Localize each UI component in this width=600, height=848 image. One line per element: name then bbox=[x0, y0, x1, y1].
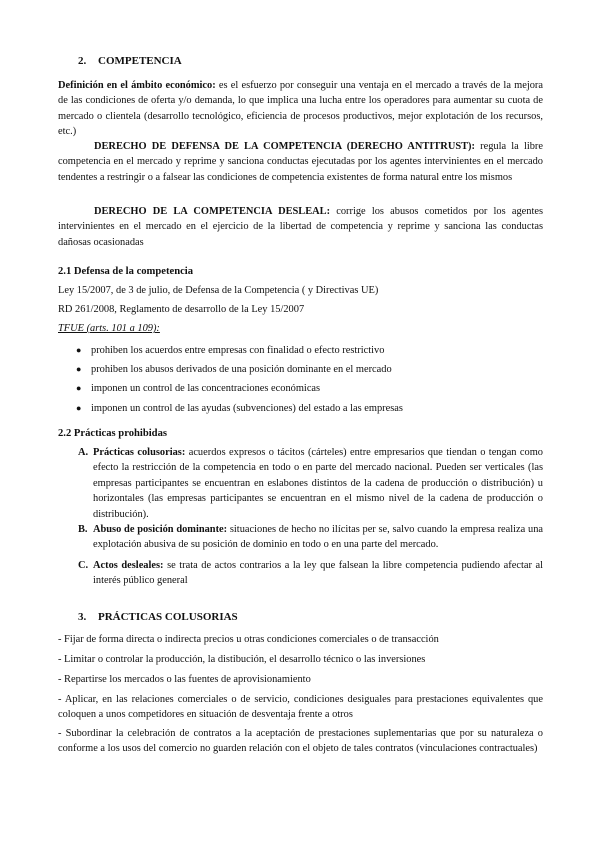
bullet-icon: ● bbox=[76, 383, 82, 393]
antitrust-text: regula la libre competencia en el mercado y reprime y sanciona conductas ejecutadas por los agentes intervinientes en el mercado tendentes a restringir o a falsear las condiciones de competencia existentes de forma natural entre los mismos bbox=[58, 141, 544, 183]
desleal-paragraph bbox=[58, 204, 543, 250]
definition-text: es el esfuerzo por conseguir una ventaja en el mercado a través de la mejora de las condiciones de oferta y/o demanda, lo que implica una lucha entre los operadores para aumentar su cuota de mercado o clientela (desarrollo tecnológico, eficiencia de procesos productivos, mejor explotación de los recursos, etc.) bbox=[58, 80, 543, 138]
bullet-icon: ● bbox=[76, 345, 82, 355]
section-2-heading bbox=[78, 54, 182, 69]
section-2-2-heading: 2.2 Prácticas prohibidas bbox=[58, 428, 167, 439]
item-term: Abuso de posición dominante: bbox=[93, 524, 228, 535]
section-2-title: COMPETENCIA bbox=[98, 55, 182, 67]
list-item: - Limitar o controlar la producción, la distibución, el desarrollo técnico o las inversiones bbox=[58, 654, 426, 665]
bullet-icon: ● bbox=[76, 364, 82, 374]
list-letter: B. bbox=[78, 524, 88, 535]
section-3-title: PRÁCTICAS COLUSORIAS bbox=[98, 611, 238, 623]
definition-term: Definición en el ámbito económico: bbox=[58, 80, 216, 91]
item-text: situaciones de hecho no ilícitas per se, salvo cuando la empresa realiza una explotación abusiva de su posición de dominio en todo o en una parte del mercado. bbox=[93, 524, 543, 551]
list-item-b bbox=[78, 522, 543, 553]
section-2-number: 2. bbox=[78, 55, 87, 67]
list-letter: C. bbox=[78, 560, 89, 571]
section-2-1-heading: 2.1 Defensa de la competencia bbox=[58, 266, 194, 277]
definition-paragraph bbox=[58, 78, 543, 140]
list-letter: A. bbox=[78, 447, 89, 458]
section-3-heading bbox=[78, 610, 238, 625]
list-item: - Fijar de forma directa o indirecta precios u otras condiciones comerciales o de transacción bbox=[58, 634, 439, 645]
list-item: - Repartirse los mercados o las fuentes de aprovisionamiento bbox=[58, 674, 311, 685]
law-line: Ley 15/2007, de 3 de julio, de Defensa de la Competencia ( y Directivas UE) bbox=[58, 285, 379, 296]
desleal-term: DERECHO DE LA COMPETENCIA DESLEAL: bbox=[94, 206, 331, 217]
tfue-label: TFUE (arts. 101 a 109): bbox=[58, 323, 160, 334]
bullet-icon: ● bbox=[76, 403, 82, 413]
item-term: Prácticas colusorias: bbox=[93, 447, 186, 458]
section-3-number: 3. bbox=[78, 611, 87, 623]
item-term: Actos desleales: bbox=[93, 560, 164, 571]
list-item: - Aplicar, en las relaciones comerciales o de servicio, condiciones desiguales para prestaciones equivalentes que coloquen a unos competidores en situación de desventaja frente a otros bbox=[58, 694, 543, 721]
desleal-text: corrige los abusos cometidos por los agentes intervinientes en el mercado en el ejercicio de la libertad de competencia y reprime y sanciona las conductas dañosas ocasionadas bbox=[58, 206, 544, 248]
antitrust-term: DERECHO DE DEFENSA DE LA COMPETENCIA (DERECHO ANTITRUST): bbox=[94, 141, 475, 152]
antitrust-paragraph bbox=[58, 139, 543, 185]
rd-line: RD 261/2008, Reglamento de desarrollo de la Ley 15/2007 bbox=[58, 304, 305, 315]
item-text: acuerdos expresos o tácitos (cárteles) entre empresarios que tiendan o tengan como efecto la restricción de la competencia en todo o en parte del mercado nacional. Pueden ser verticales (las empresas participantes se encuentran en eslabones distintos de la cadena de producción o distribución) u horizontales (las empresas participantes se encuentran en el mismo nivel de la cadena de producción o distribución). bbox=[93, 447, 543, 520]
document-page: 2. COMPETENCIA Definición en el ámbito económico: es el esfuerzo por conseguir una ventaja en el mercado a través de la mejora de las condiciones de oferta y/o demanda, lo que implica una lucha entre los operadores para aumentar su cuota de mercado o clientela (desarrollo tecnológico, eficiencia de procesos productivos, mejor explotación de los recursos, etc.) DERECHO DE DEFENSA DE LA COMPETENCIA (DERECHO ANTITRUST): regula la libre competencia en el mercado y reprime y sanciona conductas ejecutadas por los agentes intervinientes en el mercado tendentes a restringir o a falsear las condiciones de competencia existentes de forma natural entre los mismos DERECHO DE LA COMPETENCIA DESLEAL: corrige los abusos cometidos por los agentes intervinientes en el mercado en el ejercicio de la libertad de competencia y reprime y sanciona las conductas dañosas ocasionadas 2.1 Defensa de la competencia Ley 15/2007, de 3 de julio, de Defensa de la Competencia ( y Directivas UE) RD 261/2008, Reglamento de desarrollo de la Ley 15/2007 TFUE (arts. 101 a 109): ● prohiben los acuerdos entre empresas con finalidad o efecto restrictivo ● prohiben los abusos derivados de una posición dominante en el mercado ● imponen un control de las concentraciones económicas ● imponen un control de las ayudas (subvenciones) del estado a las empresas 2.2 Prácticas prohibidas A. Prácticas colusorias: acuerdos expresos o tácitos (cárteles) entre empresarios que tiendan o tengan como efecto la restricción de la competencia en todo o en parte del mercado nacional. Pueden ser verticales (las empresas participantes se encuentran en eslabones distintos de la cadena de producción o distribución) u horizontales (las empresas participantes se encuentran en el mismo nivel de la cadena de producción o distribución). B. Abuso de posición dominante: situaciones de hecho no ilícitas per se, salvo cuando la empresa realiza una explotación abusiva de su posición de dominio en todo o en una parte del mercado. C. Actos desleales: se trata de actos contrarios a la ley que falsean la libre competencia pudiendo afectar al interés público general 3. PRÁCTICAS COLUSORIAS - Fijar de forma directa o indirecta precios u otras condiciones comerciales o de transacción - Limitar o controlar la producción, la distibución, el desarrollo técnico o las inversiones - Repartirse los mercados o las fuentes de aprovisionamiento - Aplicar, en las relaciones comerciales o de servicio, condiciones desiguales para prestaciones equivalentes que coloquen a unos competidores en situación de desventaja frente a otros - Subordinar la celebración de contratos a la aceptación de prestaciones suplementarias que por su naturaleza o conforme a los usos del comercio no guarden relación con el objeto de tales contratos (vinculaciones contractuales) bbox=[0, 0, 600, 848]
list-item: - Subordinar la celebración de contratos a la aceptación de prestaciones suplementarias que por su naturaleza o conforme a los usos del comercio no guarden relación con el objeto de tales contratos (vinculaciones contractuales) bbox=[58, 728, 543, 755]
list-item-c bbox=[78, 558, 543, 589]
list-item-a bbox=[78, 445, 543, 522]
item-text: se trata de actos contrarios a la ley que falsean la libre competencia pudiendo afectar al interés público general bbox=[93, 560, 544, 587]
